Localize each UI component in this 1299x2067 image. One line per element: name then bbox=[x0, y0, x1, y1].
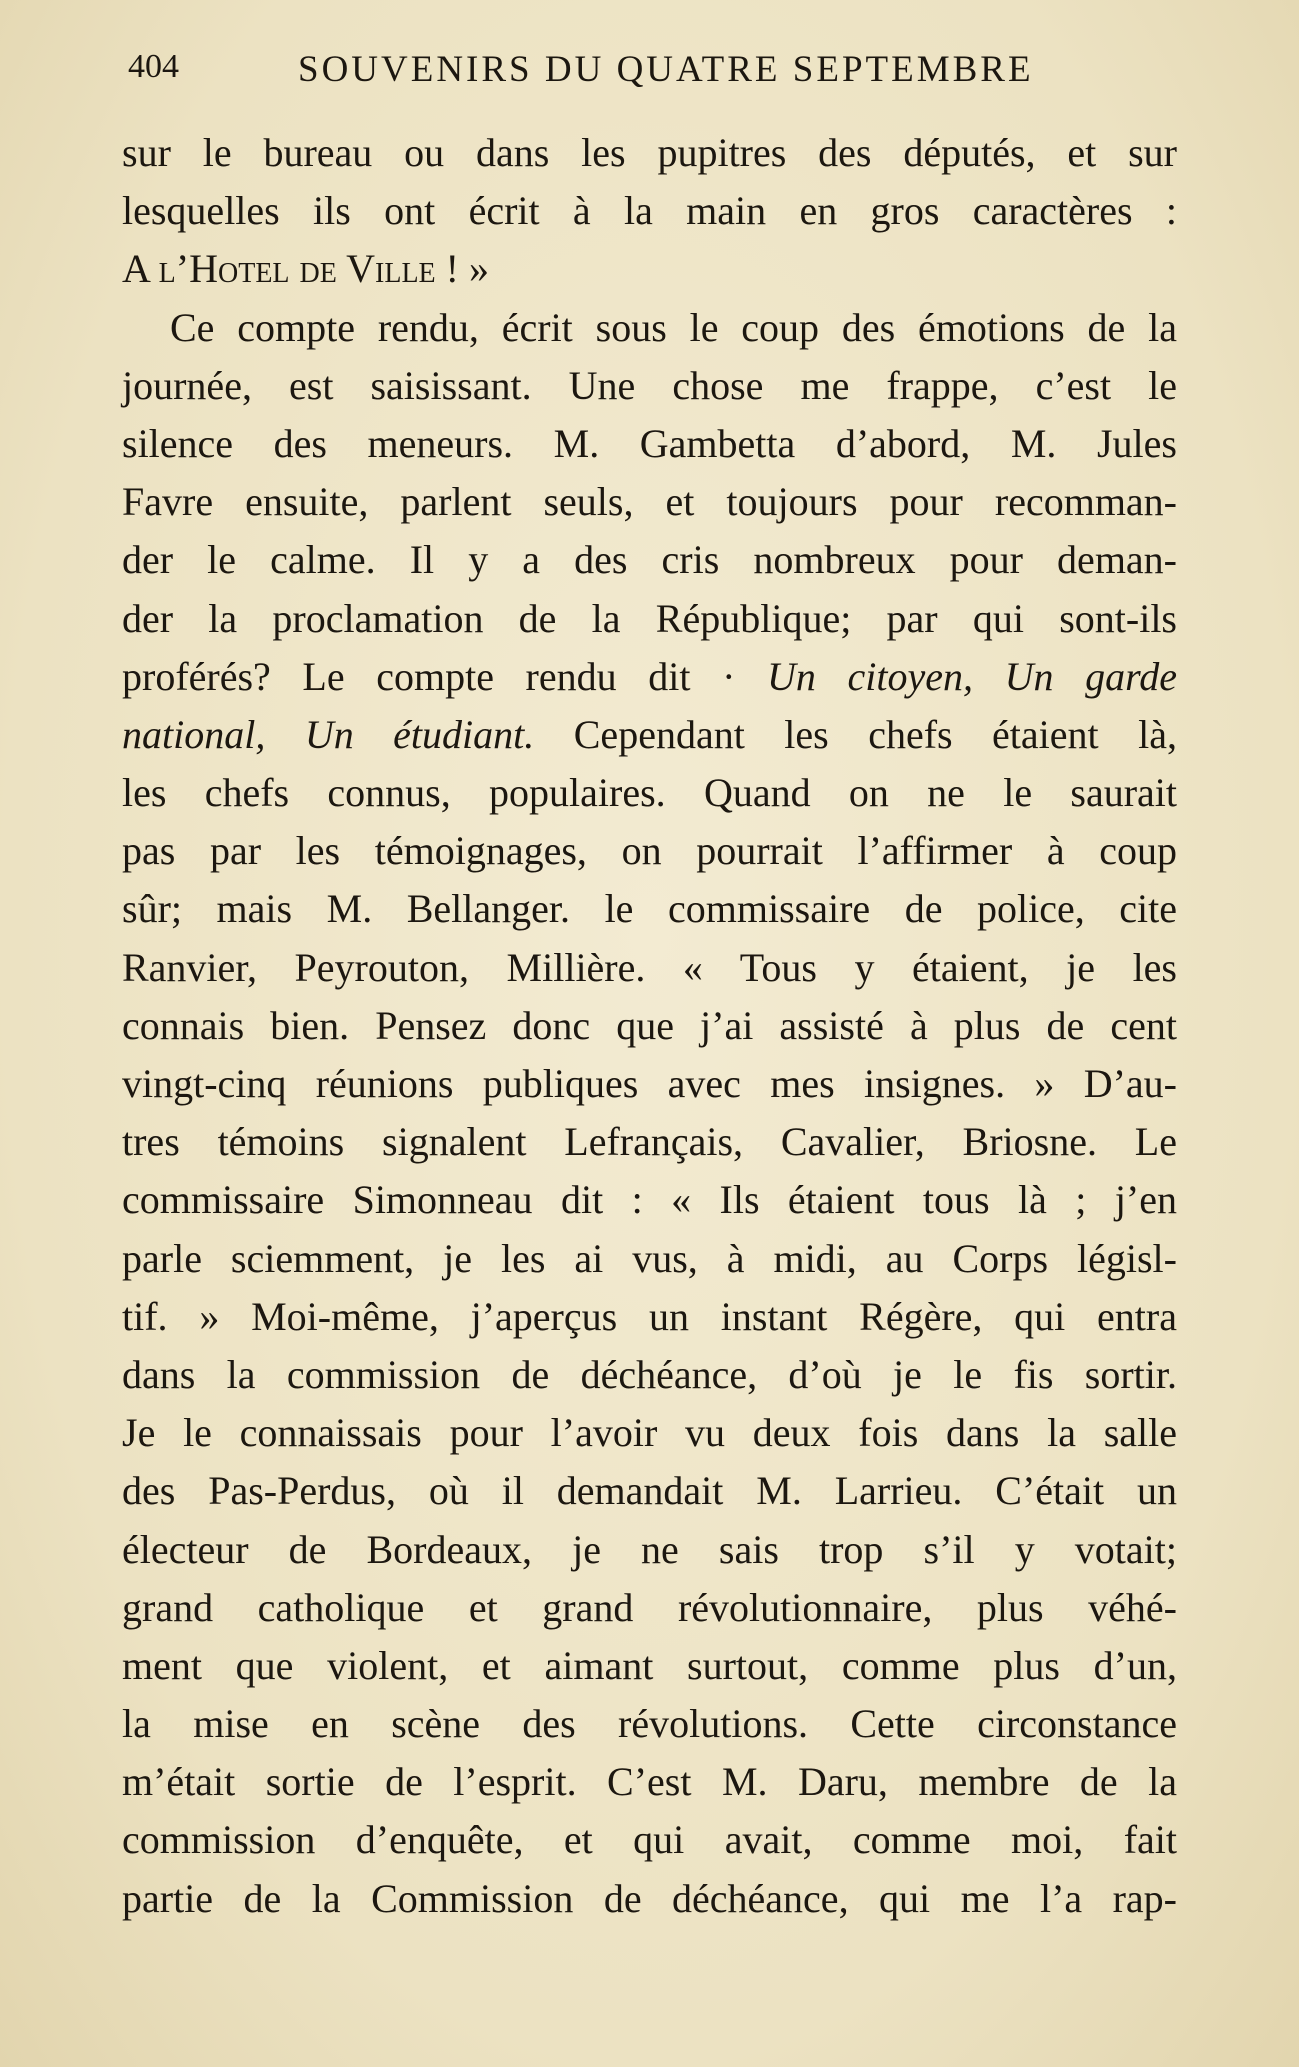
text-line: ment que violent, et aimant surtout, comme plus d’un, bbox=[122, 1642, 1177, 1688]
text-line: A l’Hotel de Ville ! » bbox=[122, 246, 489, 292]
text-line: Favre ensuite, parlent seuls, et toujours pour recomman- bbox=[122, 479, 1177, 525]
text-line: lesquelles ils ont écrit à la main en gros caractères : bbox=[122, 188, 1177, 234]
text-line: vingt-cinq réunions publiques avec mes insignes. » D’au- bbox=[122, 1061, 1177, 1106]
body-text bbox=[122, 124, 1177, 1928]
text-line: proférés? Le compte rendu dit · Un citoyen, Un garde bbox=[122, 653, 1177, 699]
text-line: des Pas-Perdus, où il demandait M. Larrieu. C’était un bbox=[122, 1468, 1177, 1514]
text-line: m’était sortie de l’esprit. C’est M. Daru, membre de la bbox=[122, 1759, 1177, 1805]
text-line: la mise en scène des révolutions. Cette circonstance bbox=[122, 1701, 1177, 1747]
text-line: parle sciemment, je les ai vus, à midi, au Corps législ- bbox=[122, 1235, 1177, 1281]
text-line: sûr; mais M. Bellanger. le commissaire de police, cite bbox=[122, 886, 1177, 932]
text-line: électeur de Bordeaux, je ne sais trop s’il y votait; bbox=[122, 1526, 1177, 1572]
text-line: der la proclamation de la République; par qui sont-ils bbox=[122, 595, 1177, 641]
running-title: SOUVENIRS DU QUATRE SEPTEMBRE bbox=[298, 49, 1034, 90]
italic-span: Un citoyen, Un garde bbox=[767, 653, 1177, 699]
text-line: journée, est saisissant. Une chose me frappe, c’est le bbox=[122, 362, 1177, 408]
text-line: tif. » Moi-même, j’aperçus un instant Régère, qui entra bbox=[122, 1293, 1177, 1339]
page-number: 404 bbox=[128, 48, 179, 85]
text-line: Je le connaissais pour l’avoir vu deux fois dans la salle bbox=[122, 1410, 1177, 1456]
text-line: les chefs connus, populaires. Quand on ne le saurait bbox=[122, 770, 1177, 816]
text-line: der le calme. Il y a des cris nombreux pour deman- bbox=[122, 537, 1177, 583]
text-line: national, Un étudiant. Cependant les chefs étaient là, bbox=[122, 711, 1177, 757]
text-line: sur le bureau ou dans les pupitres des députés, et sur bbox=[122, 130, 1177, 175]
italic-span: national, Un étudiant. bbox=[122, 711, 535, 757]
text-line: grand catholique et grand révolutionnaire, plus véhé- bbox=[122, 1584, 1177, 1630]
text-line: tres témoins signalent Lefrançais, Cavalier, Briosne. Le bbox=[122, 1119, 1177, 1165]
text-line: Ce compte rendu, écrit sous le coup des émotions de la bbox=[170, 304, 1177, 350]
text-line: dans la commission de déchéance, d’où je le fis sortir. bbox=[122, 1351, 1177, 1397]
text-line: Ranvier, Peyrouton, Millière. « Tous y étaient, je les bbox=[122, 944, 1177, 990]
text-line: pas par les témoignages, on pourrait l’affirmer à coup bbox=[122, 828, 1177, 874]
text-line: connais bien. Pensez donc que j’ai assisté à plus de cent bbox=[122, 1002, 1177, 1048]
text-line: partie de la Commission de déchéance, qui me l’a rap- bbox=[122, 1875, 1177, 1921]
text-line: commission d’enquête, et qui avait, comme moi, fait bbox=[122, 1817, 1177, 1863]
text-line: silence des meneurs. M. Gambetta d’abord, M. Jules bbox=[122, 420, 1177, 466]
text-line: commissaire Simonneau dit : « Ils étaient tous là ; j’en bbox=[122, 1177, 1177, 1223]
